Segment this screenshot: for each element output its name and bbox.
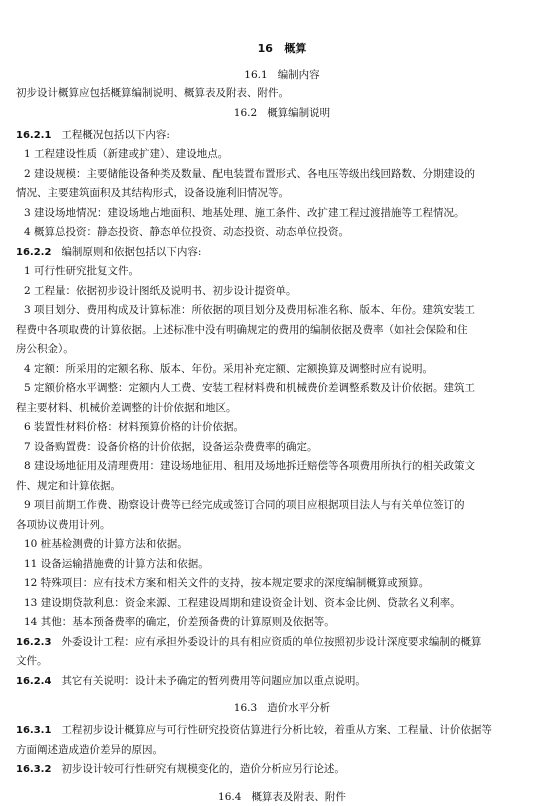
clause-16-2-4	[16, 672, 548, 692]
clause-16-2-3	[16, 633, 548, 653]
list-item: 4 定额：所采用的定额名称、版本、年份。采用补充定额、定额换算及调整时应有说明。	[24, 362, 434, 375]
list-item-continuation: 各项协议费用计列。	[16, 518, 111, 531]
list-item: 2 工程量：依据初步设计图纸及说明书、初步设计提资单。	[24, 284, 297, 297]
section-title: 造价水平分析	[267, 702, 331, 714]
list-item: 2 建设规模：主要储能设备种类及数量、配电装置布置形式、各电压等级出线回路数、分期建设的	[24, 167, 476, 180]
list-item: 4 概算总投资：静态投资、静态单位投资、动态投资、动态单位投资。	[24, 226, 350, 238]
clause-number: 16.3.2	[16, 764, 52, 775]
section-heading-16-1	[16, 66, 548, 84]
list-item: 5 定额价格水平调整：定额内人工费、安装工程材料费和机械费价差调整系数及计价依据。建筑工	[24, 382, 476, 394]
chapter-title: 概算	[284, 42, 307, 55]
section-number: 16.4	[218, 790, 242, 803]
clause-text: 工程概况包括以下内容:	[61, 128, 170, 141]
section-title: 概算表及附表、附件	[251, 790, 346, 803]
clause-number: 16.2.1	[16, 129, 52, 141]
list-item-continuation: 程费中各项取费的计算依据。上述标准中没有明确规定的费用的编制依据及费率（如社会保险和住	[16, 323, 468, 336]
clause-text: 初步设计较可行性研究有规模变化的，造价分析应另行论述。	[61, 763, 345, 775]
list-item-continuation: 程主要材料、机械价差调整的计价依据和地区。	[16, 401, 237, 414]
list-item-continuation: 情况、主要建筑面积及其结构形式，设备设施利旧情况等。	[16, 187, 289, 199]
intro-paragraph: 初步设计概算应包括概算编制说明、概算表及附表、附件。	[16, 87, 289, 99]
clause-text: 其它有关说明：设计未予确定的暂列费用等问题应加以重点说明。	[61, 674, 366, 687]
list-item: 1 可行性研究批复文件。	[24, 265, 140, 277]
list-item: 8 建设场地征用及清理费用：建设场地征用、租用及场地拆迁赔偿等各项费用所执行的相关政策文	[24, 460, 476, 472]
chapter-heading	[16, 0, 548, 58]
list-item: 7 设备购置费：设备价格的计价依据，设备运杂费费率的确定。	[24, 440, 318, 453]
clause-16-2-2	[16, 243, 548, 263]
clause-number: 16.2.2	[16, 246, 52, 258]
clause-number: 16.2.3	[16, 636, 52, 648]
section-number: 16.3	[233, 702, 258, 714]
list-item: 14 其他：基本预备费率的确定，价差预备费的计算原则及依据等。	[24, 616, 335, 628]
section-number: 16.2	[233, 106, 258, 119]
list-item: 10 桩基检测费的计算方法和依据。	[24, 538, 188, 550]
list-item-continuation: 件、规定和计算依据。	[16, 479, 121, 492]
clause-text: 编制原则和依据包括以下内容:	[61, 245, 202, 258]
list-item: 9 项目前期工作费、勘察设计费等已经完成或签订合同的项目应根据项目法人与有关单位签订的	[24, 499, 465, 511]
list-item-continuation: 房公积金）。	[16, 343, 74, 355]
clause-number: 16.3.1	[16, 725, 52, 736]
list-item: 6 装置性材料价格：材料预算价格的计价依据。	[24, 421, 245, 433]
list-item: 3 建设场地情况：建设场地占地面积、地基处理、施工条件、改扩建工程过渡措施等工程情况。	[24, 206, 465, 219]
section-number: 16.1	[244, 69, 268, 81]
chapter-number: 16	[257, 42, 273, 55]
clause-text: 工程初步设计概算应与可行性研究投资估算进行分析比较，着重从方案、工程量、计价依据等	[61, 724, 492, 736]
clause-continuation: 方面阐述造成造价差异的原因。	[16, 743, 163, 756]
list-item: 13 建设期贷款利息：资金来源、工程建设周期和建设资金计划、资本金比例、贷款名义利率。	[24, 596, 461, 609]
section-title: 概算编制说明	[267, 106, 331, 119]
clause-16-3-2	[16, 760, 548, 780]
list-item: 11 设备运输措施费的计算方法和依据。	[24, 557, 209, 570]
section-heading-16-3	[16, 699, 548, 717]
section-heading-16-4	[16, 788, 548, 806]
clause-number: 16.2.4	[16, 675, 52, 687]
list-item: 12 特殊项目：应有技术方案和相关文件的支持，按本规定要求的深度编制概算或预算。	[24, 577, 430, 589]
section-heading-16-2	[16, 104, 548, 122]
section-title: 编制内容	[277, 69, 320, 81]
clause-16-2-1	[16, 126, 548, 146]
list-item: 1 工程建设性质（新建或扩建）、建设地点。	[24, 148, 229, 160]
list-item: 3 项目划分、费用构成及计算标准：所依据的项目划分及费用标准名称、版本、年份。建筑安装工	[24, 304, 476, 316]
clause-text: 外委设计工程：应有承担外委设计的具有相应资质的单位按照初步设计深度要求编制的概算	[61, 635, 482, 648]
clause-continuation: 文件。	[16, 655, 48, 667]
clause-16-3-1	[16, 721, 548, 741]
